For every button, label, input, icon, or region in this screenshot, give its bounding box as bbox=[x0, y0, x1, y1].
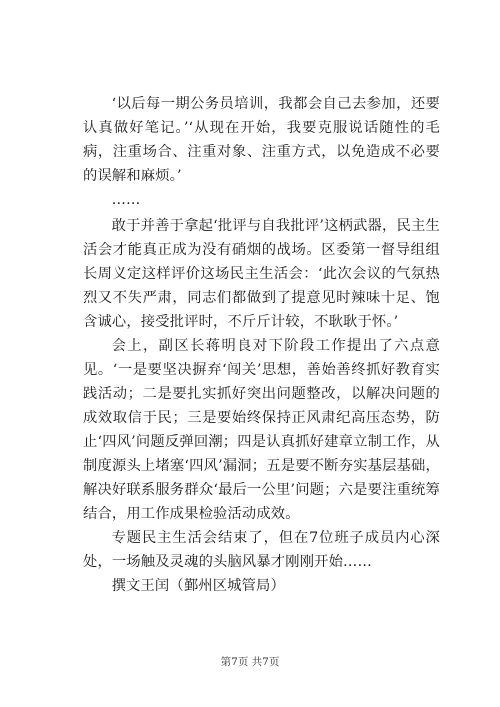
paragraph-quotes: ‘以后每一期公务员培训，我都会自己去参加，还要认真做好笔记。’‘从现在开始，我要克服说话随性的毛病，注重场合、注重对象、注重方式，以免造成不必要的误解和麻烦。’ bbox=[83, 96, 440, 184]
document-body bbox=[83, 92, 440, 598]
paragraph-ellipsis: …… bbox=[111, 192, 141, 208]
paragraph-conclusion: 专题民主生活会结束了，但在7位班子成员内心深处，一场触及灵魂的头脑风暴才刚刚开始…… bbox=[83, 530, 440, 570]
paragraph-criticism: 敢于并善于拿起‘批评与自我批评’这柄武器，民主生活会才能真正成为没有硝烟的战场。区委第一督导组组长周义定这样评价这场民主生活会：‘此次会议的气氛热烈又不失严肃，同志们都做到了提意见时辣味十足、饱含诚心，接受批评时，不斤斤计较，不耿耿于怀。’ bbox=[83, 218, 440, 330]
paragraph-six-points: 会上，副区长蒋明良对下阶段工作提出了六点意见。‘一是要坚决摒弃‘闯关’思想，善始善终抓好教育实践活动；二是要扎实抓好突出问题整改，以解决问题的成效取信于民；三是要始终保持正风肃纪高压态势，防止‘四风’问题反弹回潮；四是认真抓好建章立制工作，从制度源头上堵塞‘四风’漏洞；五是要不断夯实基层基础，解决好联系服务群众‘最后一公里’问题；六是要注重统筹结合，用工作成果检验活动成效。 bbox=[83, 338, 440, 522]
page-number-footer: 第7页 共7页 bbox=[220, 656, 280, 668]
paragraph-byline: 撰文王闰（鄞州区城管局） bbox=[111, 578, 285, 594]
